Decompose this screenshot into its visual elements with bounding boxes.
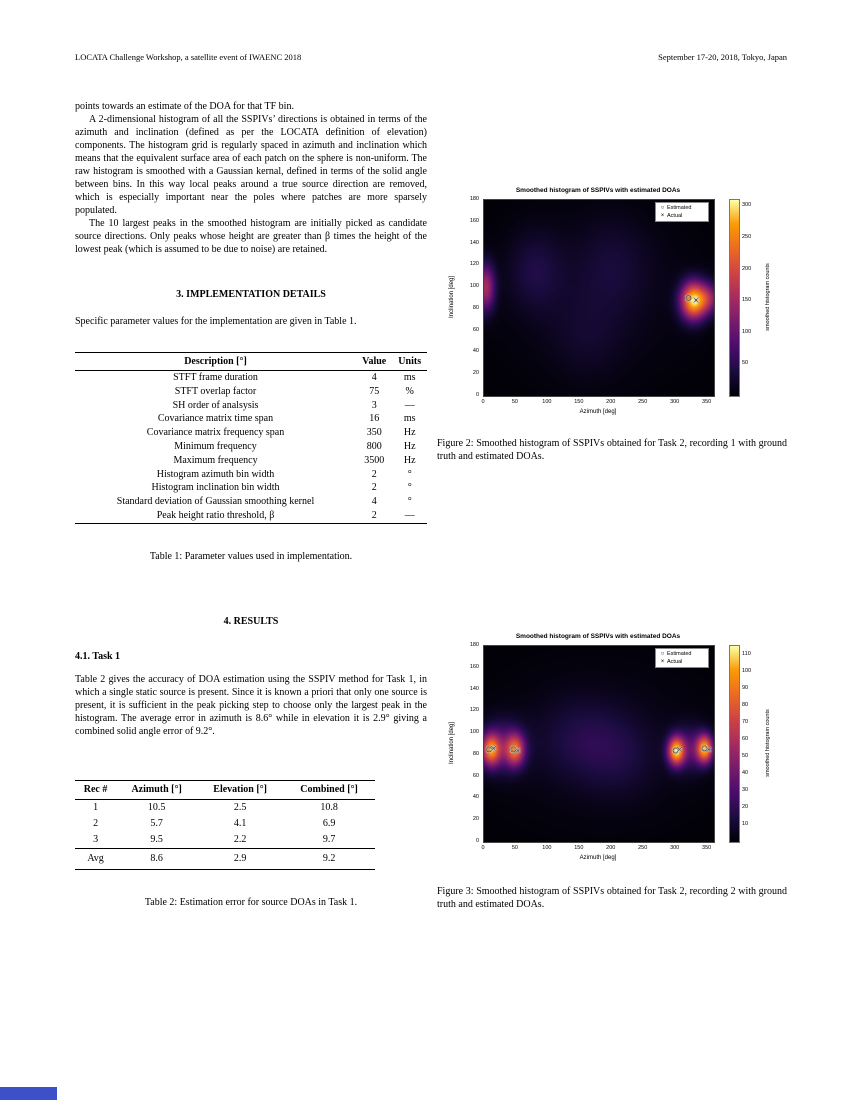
colorbar-tick-label: 250	[742, 233, 752, 240]
table-cell: ms	[403, 372, 416, 383]
table-header-cell: Elevation [°]	[197, 780, 283, 799]
x-tick-label: 0	[481, 399, 485, 405]
table-header-cell: Value	[356, 353, 392, 371]
colorbar-tick-label: 110	[742, 650, 751, 657]
left-column	[75, 100, 427, 909]
table-cell: Peak height ratio threshold, β	[156, 509, 275, 521]
colorbar-tick-label: 100	[742, 328, 752, 335]
y-tick-label: 180	[469, 196, 479, 202]
parameters-table	[75, 352, 427, 524]
table-row	[75, 426, 427, 440]
table-row	[75, 371, 427, 385]
table-cell: 2.9	[197, 848, 283, 869]
table-cell: 2	[371, 468, 377, 480]
legend-item	[658, 658, 706, 666]
table-body	[75, 799, 375, 848]
table-row	[75, 495, 427, 509]
subsection-heading-task1: 4.1. Task 1	[75, 650, 121, 662]
colorbar-tick-label: 80	[742, 701, 749, 708]
table-row	[75, 799, 375, 816]
running-header	[75, 52, 787, 62]
x-tick-label: 350	[702, 399, 712, 405]
section-heading-results: 4. RESULTS	[223, 615, 279, 627]
table-cell: 2	[93, 817, 99, 829]
table-cell: Covariance matrix time span	[157, 413, 274, 425]
y-tick-label: 40	[472, 348, 479, 355]
x-axis-label: Azimuth [deg]	[579, 409, 617, 415]
body-paragraph: The 10 largest peaks in the smoothed histogram are initially picked as candidate source directions. Only peaks whose height are greater than β times the height of the lowest peak (which is assumed to be due to noise) are retained.	[75, 218, 427, 255]
figure-3-plot	[437, 631, 787, 871]
table-header-row	[75, 780, 375, 799]
estimated-marker-icon: ○	[660, 651, 665, 657]
table-body	[75, 371, 427, 524]
legend-label: Estimated	[667, 651, 692, 657]
x-tick-label: 300	[670, 399, 680, 405]
table-cell: 8.6	[116, 848, 197, 869]
table-cell: Histogram inclination bin width	[151, 482, 280, 494]
actual-marker-icon: ×	[660, 659, 665, 665]
y-tick-label: 40	[472, 794, 479, 801]
y-tick-label: 160	[469, 217, 479, 224]
x-tick-label: 50	[511, 399, 518, 405]
x-tick-label: 150	[574, 845, 584, 851]
table-cell: 3	[371, 399, 377, 411]
table-cell: STFT overlap factor	[174, 385, 257, 397]
table-average-row	[75, 848, 375, 869]
plot-legend	[655, 202, 709, 222]
figure-2-caption: Figure 2: Smoothed histogram of SSPIVs obtained for Task 2, recording 1 with ground truth and estimated DOAs.	[437, 438, 787, 462]
y-tick-label: 80	[472, 750, 479, 757]
table-cell: 9.7	[322, 833, 336, 845]
body-paragraph: A 2-dimensional histogram of all the SSPIVs’ directions is obtained in terms of the azimuth and inclination (defined as per the LOCATA definition of elevation) components. The histogram grid is regularly spaced in azimuth and inclination which means that the equivalent surface area of each patch on the sphere is non-uniform. The raw histogram is smoothed with a Gaussian kernal, defined in terms of the solid angle between bins. In this way local peaks around a true source direction are removed, which is especially important near the poles where patches are more sparsely populated.	[75, 114, 427, 216]
colorbar-tick-label: 10	[742, 820, 749, 827]
header-left: LOCATA Challenge Workshop, a satellite event of IWAENC 2018	[75, 52, 302, 62]
table-cell: 5.7	[150, 817, 163, 829]
body-paragraph: points towards an estimate of the DOA for that TF bin.	[75, 101, 294, 112]
y-tick-label: 100	[469, 283, 479, 290]
table-cell: STFT frame duration	[173, 372, 258, 383]
y-tick-label: 140	[469, 239, 479, 246]
y-axis-label: Inclination [deg]	[449, 275, 455, 319]
table-cell: Hz	[403, 454, 416, 466]
legend-label: Actual	[667, 213, 683, 219]
bottom-edge-artifact	[0, 1087, 57, 1100]
figure-2-plot	[437, 185, 787, 425]
figure-3-caption: Figure 3: Smoothed histogram of SSPIVs obtained for Task 2, recording 2 with ground truth and estimated DOAs.	[437, 886, 787, 910]
x-tick-label: 100	[542, 399, 552, 405]
table-header-row	[75, 353, 427, 371]
body-paragraph: Specific parameter values for the implementation are given in Table 1.	[75, 316, 357, 327]
colorbar-label: smoothed histogram counts	[765, 709, 771, 777]
table-cell: 4	[371, 372, 377, 383]
y-tick-label: 140	[469, 685, 479, 692]
table-header-cell: Description [°]	[75, 353, 356, 371]
table-cell: 6.9	[322, 817, 336, 829]
table-cell: °	[407, 468, 412, 480]
table-header-cell: Azimuth [°]	[116, 780, 197, 799]
body-paragraph: Table 2 gives the accuracy of DOA estimation using the SSPIV method for Task 1, in which a single static source is present. Since it is known a priori that only one source is present, it is sufficient in the peak picking step to choose only the largest peak in the histogram. The average error in azimuth is 8.6° while in elevation it is 2.9° giving a combined solid angle error of 9.2°.	[75, 673, 427, 737]
table-cell: 800	[366, 440, 382, 452]
table-cell: 4	[371, 496, 377, 508]
legend-label: Actual	[667, 659, 683, 665]
figure-title: Smoothed histogram of SSPIVs with estimated DOAs	[515, 187, 681, 194]
table-cell: 10.8	[320, 801, 338, 813]
table-cell: 4.1	[233, 817, 247, 829]
y-tick-label: 60	[472, 326, 479, 333]
table-cell: 2	[371, 482, 377, 494]
colorbar-tick-label: 50	[742, 752, 749, 759]
table-cell: Avg	[75, 848, 116, 869]
x-tick-label: 200	[606, 845, 616, 851]
x-axis-label: Azimuth [deg]	[579, 855, 617, 861]
table-cell: 9.2	[283, 848, 375, 869]
colorbar-tick-label: 300	[742, 202, 752, 209]
table-cell: —	[404, 399, 415, 411]
table-row	[75, 468, 427, 482]
colorbar-tick-label: 50	[742, 360, 749, 367]
table-cell: 2.2	[233, 833, 247, 845]
x-tick-label: 200	[606, 399, 616, 405]
table-row	[75, 509, 427, 523]
table-cell: 10.5	[147, 801, 166, 813]
table-row	[75, 440, 427, 454]
legend-item	[658, 204, 706, 212]
x-tick-label: 150	[574, 399, 584, 405]
table-cell: 3500	[364, 454, 385, 466]
table-cell: Hz	[403, 440, 416, 452]
actual-marker-icon: ×	[660, 213, 665, 219]
colorbar-label: smoothed histogram counts	[765, 263, 771, 331]
table-cell: 3	[93, 833, 99, 845]
y-tick-label: 0	[475, 392, 479, 398]
colorbar-tick-label: 70	[742, 718, 749, 725]
table-cell: °	[407, 482, 412, 494]
table-cell: Minimum frequency	[174, 440, 257, 452]
table-row	[75, 816, 375, 832]
y-tick-label: 0	[475, 838, 479, 844]
table-row	[75, 385, 427, 399]
header-right: September 17-20, 2018, Tokyo, Japan	[658, 52, 787, 62]
x-tick-label: 100	[542, 845, 552, 851]
legend-item	[658, 212, 706, 220]
y-tick-label: 120	[469, 707, 479, 714]
legend-label: Estimated	[667, 205, 692, 211]
section-heading-implementation-details: 3. IMPLEMENTATION DETAILS	[176, 289, 326, 300]
table-cell: —	[404, 509, 415, 521]
figure-title: Smoothed histogram of SSPIVs with estimated DOAs	[515, 633, 681, 640]
table-cell: Covariance matrix frequency span	[146, 427, 285, 439]
x-tick-label: 50	[511, 845, 518, 851]
table-cell: °	[407, 496, 412, 508]
y-tick-label: 80	[472, 304, 479, 311]
x-tick-label: 350	[702, 845, 712, 851]
table-cell: 2	[371, 509, 377, 521]
table-header-cell: Units	[392, 353, 427, 371]
table-cell: 75	[369, 385, 380, 397]
estimated-marker-icon: ○	[660, 205, 665, 211]
table-row	[75, 399, 427, 413]
x-tick-label: 250	[638, 399, 648, 405]
colorbar-tick-label: 60	[742, 735, 749, 742]
table-cell: Histogram azimuth bin width	[156, 468, 275, 480]
colorbar	[729, 199, 740, 397]
x-tick-label: 250	[638, 845, 648, 851]
table-row	[75, 481, 427, 495]
table-cell: 2.5	[233, 801, 247, 813]
y-tick-label: 120	[469, 261, 479, 268]
table-cell: 350	[366, 427, 382, 439]
colorbar-tick-label: 20	[742, 803, 749, 810]
table-cell: Standard deviation of Gaussian smoothing kernel	[116, 496, 315, 508]
y-tick-label: 60	[472, 772, 479, 779]
colorbar	[729, 645, 740, 843]
y-tick-label: 20	[472, 816, 479, 823]
y-tick-label: 180	[469, 642, 479, 648]
colorbar-tick-label: 100	[742, 667, 752, 674]
table-cell: Maximum frequency	[173, 454, 258, 466]
y-tick-label: 160	[469, 663, 479, 670]
colorbar-tick-label: 40	[742, 769, 749, 776]
colorbar-tick-label: 200	[742, 265, 752, 272]
table-2-caption: Table 2: Estimation error for source DOAs in Task 1.	[144, 896, 358, 908]
x-tick-label: 300	[670, 845, 680, 851]
table-row	[75, 832, 375, 849]
y-tick-label: 100	[469, 729, 479, 736]
table-row	[75, 454, 427, 468]
x-tick-label: 0	[481, 845, 485, 851]
table-row	[75, 412, 427, 426]
table-cell: 16	[369, 413, 380, 425]
table-cell: SH order of analsysis	[172, 399, 259, 411]
colorbar-tick-label: 30	[742, 786, 749, 793]
heatmap-canvas	[483, 199, 715, 397]
table-cell: 9.5	[150, 833, 163, 845]
table-cell: %	[405, 385, 414, 397]
table-cell: ms	[403, 413, 416, 425]
y-tick-label: 20	[472, 370, 479, 377]
plot-legend	[655, 648, 709, 668]
legend-item	[658, 650, 706, 658]
table-cell: 1	[93, 801, 99, 813]
table-header-cell: Rec #	[75, 780, 116, 799]
colorbar-tick-label: 150	[742, 297, 752, 304]
table-cell: Hz	[403, 427, 416, 439]
table-header-cell: Combined [°]	[283, 780, 375, 799]
heatmap-canvas	[483, 645, 715, 843]
error-table	[75, 780, 375, 870]
y-axis-label: Inclination [deg]	[449, 721, 455, 765]
colorbar-tick-label: 90	[742, 684, 749, 691]
table-1-caption: Table 1: Parameter values used in implementation.	[149, 550, 353, 562]
